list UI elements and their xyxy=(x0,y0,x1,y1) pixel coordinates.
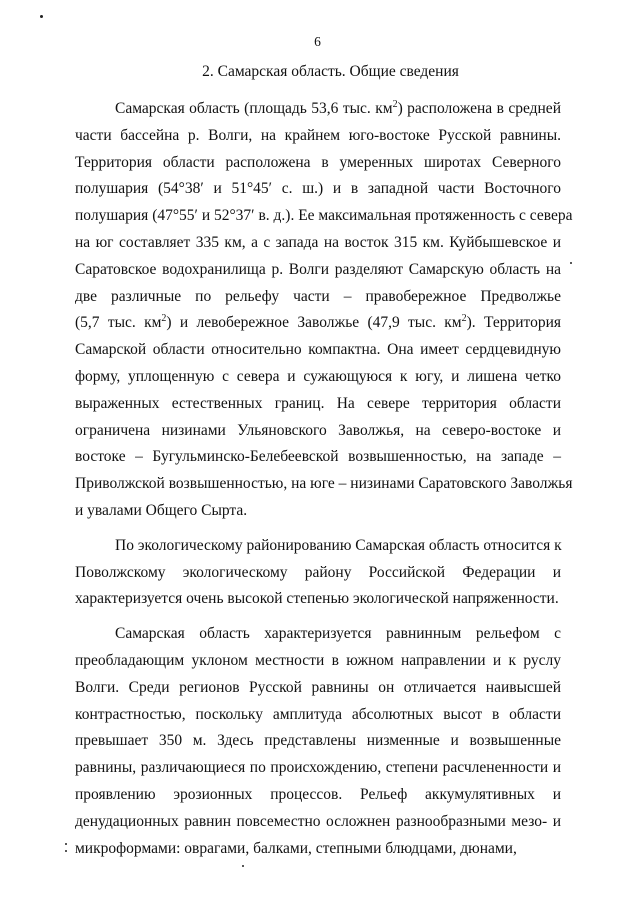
text-segment: (5,7 тыс. км xyxy=(75,314,162,332)
text-line xyxy=(75,621,561,648)
section-heading: 2. Самарская область. Общие сведения xyxy=(202,63,459,80)
text-segment: превышает 350 м. Здесь представлены низменные и возвышенные xyxy=(75,732,561,750)
text-segment: форму, уплощенную с севера и сужающуюся к югу, и лишена четко xyxy=(75,367,561,385)
text-segment: преобладающим уклоном местности в южном направлении и к руслу xyxy=(75,651,561,669)
text-line xyxy=(75,391,561,418)
text-segment: две различные по рельефу части – правобережное Предволжье xyxy=(75,287,561,305)
scan-speck xyxy=(65,843,67,845)
text-line xyxy=(75,755,561,782)
text-line xyxy=(75,96,561,123)
text-segment: ) расположена в средней xyxy=(397,100,561,117)
text-segment: выраженных естественных границ. На севере территория области xyxy=(75,394,561,412)
text-segment: полушария (54°38′ и 51°45′ с. ш.) и в западной части Восточного xyxy=(75,180,561,198)
text-line xyxy=(75,498,561,525)
text-segment: ). Территория xyxy=(466,314,561,332)
text-segment: части бассейна р. Волги, на крайнем юго-востоке Русской равнины. xyxy=(75,126,561,144)
page-number: 6 xyxy=(314,34,321,49)
text-segment: Самарской области относительно компактна. Она имеет сердцевидную xyxy=(75,341,561,359)
text-segment: ) и левобережное Заволжье (47,9 тыс. км xyxy=(166,314,462,332)
text-segment: контрастностью, поскольку амплитуда абсолютных высот в области xyxy=(75,705,561,723)
scan-speck xyxy=(40,15,43,18)
text-segment: равнины, различающиеся по происхождению, степени расчлененности и xyxy=(75,759,561,777)
scan-speck xyxy=(570,262,572,264)
text-line xyxy=(75,809,561,836)
text-line xyxy=(75,648,561,675)
text-line xyxy=(75,310,561,337)
text-segment: Самарская область характеризуется равнинным рельефом с xyxy=(115,625,561,643)
scan-speck xyxy=(65,850,67,852)
text-line xyxy=(75,533,561,560)
superscript: 2 xyxy=(161,313,167,325)
text-line xyxy=(75,444,561,471)
paragraph xyxy=(75,621,561,862)
text-segment: и увалами Общего Сырта. xyxy=(75,501,248,519)
text-line xyxy=(75,836,561,863)
scan-speck xyxy=(242,865,244,867)
text-line xyxy=(75,150,561,177)
text-segment: Самарская область (площадь 53,6 тыс. км xyxy=(115,100,393,117)
text-line xyxy=(75,728,561,755)
paragraph xyxy=(75,96,573,525)
text-line xyxy=(75,257,561,284)
text-segment: востоке – Бугульминско-Белебеевской возвышенностью, на западе – xyxy=(75,448,561,466)
text-line xyxy=(75,586,561,613)
text-line xyxy=(75,284,561,311)
text-line xyxy=(75,782,561,809)
text-line xyxy=(75,560,561,587)
text-segment: характеризуется очень высокой степенью экологической напряженности. xyxy=(75,590,559,608)
text-segment: Поволжскому экологическому району Российской Федерации и xyxy=(75,563,561,581)
text-segment: Территория области расположена в умеренных широтах Северного xyxy=(75,153,561,171)
paragraph xyxy=(75,533,561,613)
text-line xyxy=(75,176,561,203)
text-segment: микроформами: оврагами, балками, степными блюдцами, дюнами, xyxy=(75,839,517,857)
text-segment: Саратовское водохранилища р. Волги разделяют Самарскую область на xyxy=(75,260,561,278)
body-text xyxy=(75,96,573,862)
text-segment: на юг составляет 335 км, а с запада на восток 315 км. Куйбышевское и xyxy=(75,233,561,251)
text-segment: Приволжской возвышенностью, на юге – низинами Саратовского Заволжья xyxy=(75,475,573,493)
text-segment: проявлению эрозионных процессов. Рельеф аккумулятивных и xyxy=(75,785,561,803)
superscript: 2 xyxy=(392,99,398,110)
text-line xyxy=(75,203,573,230)
text-line xyxy=(75,675,561,702)
text-segment: Волги. Среди регионов Русской равнины он отличается наивысшей xyxy=(75,678,561,696)
text-segment: По экологическому районированию Самарская область относится к xyxy=(115,536,562,554)
text-line xyxy=(75,418,561,445)
text-line xyxy=(75,364,561,391)
text-line xyxy=(75,337,561,364)
text-line xyxy=(75,702,561,729)
text-line xyxy=(75,230,561,257)
text-line xyxy=(75,471,573,498)
text-segment: полушария (47°55′ и 52°37′ в. д.). Ее максимальная протяженность с севера xyxy=(75,207,573,225)
superscript: 2 xyxy=(461,313,467,325)
text-line xyxy=(75,123,561,150)
text-segment: денудационных равнин повсеместно осложнен разнообразными мезо- и xyxy=(75,812,561,830)
text-segment: ограничена низинами Ульяновского Заволжья, на северо-востоке и xyxy=(75,421,561,439)
